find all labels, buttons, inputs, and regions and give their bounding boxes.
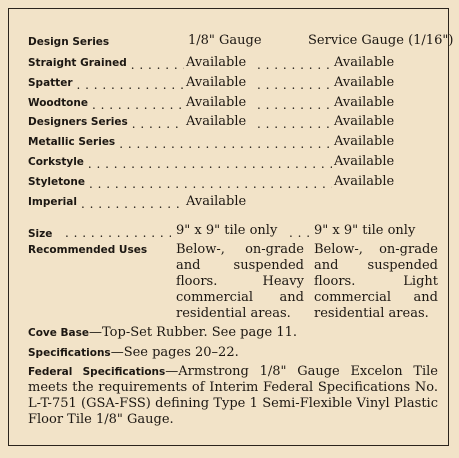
size-leader-2: [289, 222, 313, 243]
design-series-label: Designers Series: [28, 116, 128, 128]
recommended-col2: Below-, on-grade and suspended floors. Light commercial and residential areas.: [314, 242, 438, 321]
cove-base-label: Cove Base: [28, 327, 90, 339]
size-col2: 9" x 9" tile only: [314, 223, 416, 238]
service-gauge-availability: Available: [334, 95, 395, 110]
design-series-label: Spatter: [28, 77, 73, 89]
cove-base-line: [28, 325, 438, 341]
leader-dots: [131, 54, 184, 75]
gauge-availability: Available: [186, 55, 247, 70]
recommended-col1: Below-, on-grade and suspended floors. Heavy commercial and residential areas.: [176, 242, 304, 321]
specifications-label: Specifications: [28, 347, 111, 359]
design-series-label: Straight Grained: [28, 57, 127, 69]
size-leader-1: [65, 222, 175, 243]
gauge-availability: Available: [186, 114, 247, 129]
service-gauge-availability: Available: [334, 114, 395, 129]
design-series-label: Imperial: [28, 196, 77, 208]
header-service-gauge: Service Gauge (1/16"): [308, 33, 454, 48]
design-series-label: Woodtone: [28, 97, 88, 109]
gauge-availability: Available: [186, 95, 247, 110]
leader-dots: [257, 74, 331, 95]
design-series-label: Metallic Series: [28, 136, 116, 148]
design-series-label: Corkstyle: [28, 156, 84, 168]
leader-dots: [88, 153, 332, 174]
specifications-text: —See pages 20–22.: [110, 345, 239, 360]
federal-text: —Armstrong 1/8" Gauge Excelon Tile meets the requirements of Interim Federal Specifications No. L-T-751 (GSA-FSS) defining Type 1 Semi-Flexible Vinyl Plastic Floor Tile 1/8" Gauge.: [28, 364, 438, 427]
header-design-series: Design Series: [28, 36, 110, 48]
service-gauge-availability: Available: [334, 174, 395, 189]
design-series-label: Styletone: [28, 176, 85, 188]
leader-dots: [257, 54, 331, 75]
leader-dots: [89, 173, 332, 194]
leader-dots: [77, 74, 184, 95]
service-gauge-availability: Available: [334, 134, 395, 149]
service-gauge-availability: Available: [334, 55, 395, 70]
size-col1: 9" x 9" tile only: [176, 223, 278, 238]
service-gauge-availability: Available: [334, 75, 395, 90]
federal-label: Federal Specifications: [28, 366, 166, 378]
leader-dots: [92, 94, 184, 115]
size-label: Size: [28, 228, 53, 240]
cove-base-text: —Top-Set Rubber. See page 11.: [89, 325, 298, 340]
specifications-line: [28, 345, 438, 361]
leader-dots: [257, 94, 331, 115]
recommended-label: Recommended Uses: [28, 244, 148, 256]
leader-dots: [81, 193, 184, 214]
leader-dots: [257, 113, 331, 134]
leader-dots: [119, 133, 332, 154]
federal-paragraph: [28, 364, 438, 428]
service-gauge-availability: Available: [334, 154, 395, 169]
leader-dots: [132, 113, 184, 134]
gauge-availability: Available: [186, 75, 247, 90]
header-gauge: 1/8" Gauge: [188, 33, 262, 48]
gauge-availability: Available: [186, 194, 247, 209]
